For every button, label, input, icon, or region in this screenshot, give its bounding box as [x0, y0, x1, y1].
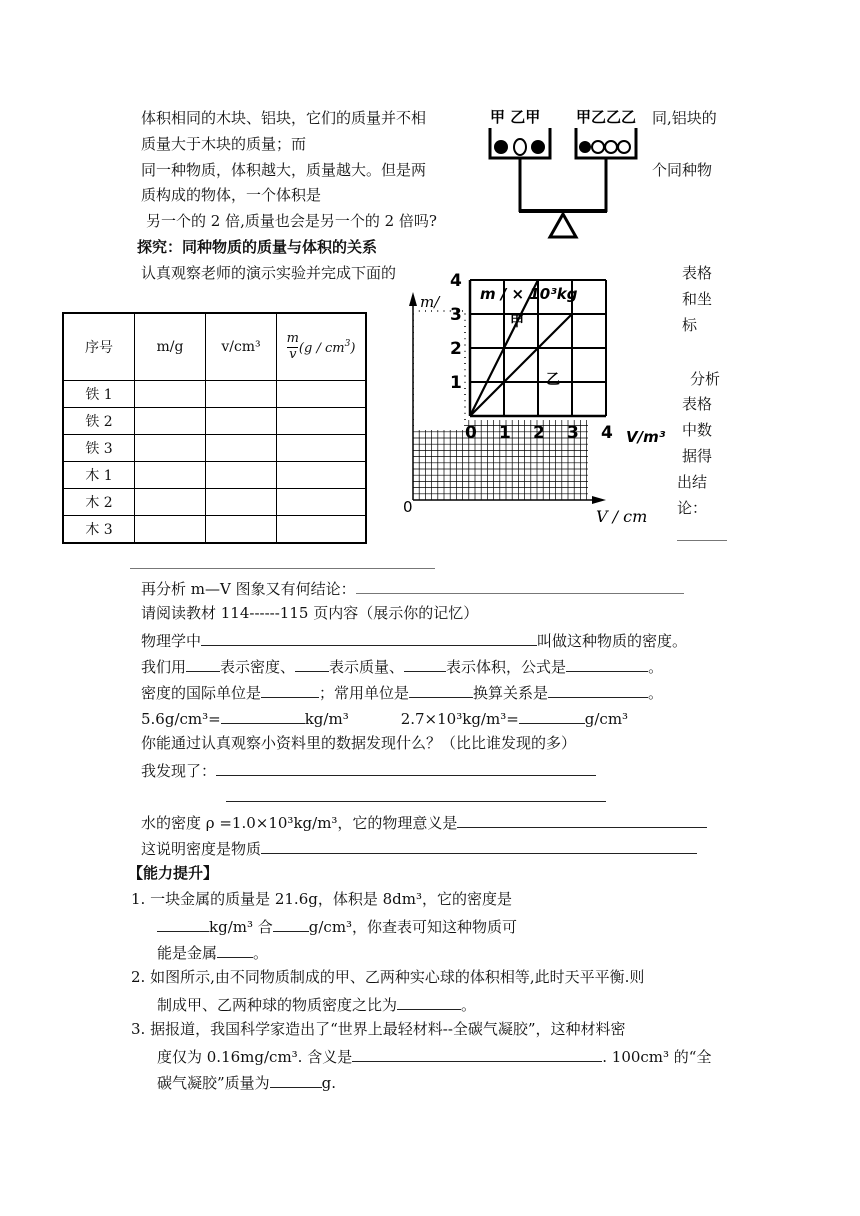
chart-y-label: m / × 10³kg	[480, 285, 578, 303]
table-note-line	[130, 568, 435, 569]
intro-line5: 另一个的 2 倍,质量也会是另一个的 2 倍吗?	[146, 212, 437, 230]
series-jia-label: 甲	[510, 314, 524, 330]
ball-yi-left	[514, 139, 526, 155]
y-tick-4: 4	[450, 271, 462, 291]
q2-line2: 制成甲、乙两种球的物质密度之比为 。	[157, 996, 477, 1014]
property-line: 这说明密度是物质	[141, 840, 697, 857]
intro-line1-a: 体积相同的木块、铝块，它们的质量并不相	[141, 109, 427, 127]
x-tick-3: 3	[567, 423, 579, 443]
data-table	[62, 312, 367, 544]
y-tick-1: 1	[450, 373, 462, 393]
row-label-2: 铁 3	[63, 435, 135, 462]
intro-line3-a: 同一种物质，体积越大，质量越大。但是两	[141, 161, 427, 179]
q3-line1: 3. 据报道，我国科学家造出了“世界上最轻材料--全碳气凝胶”，这种材料密	[131, 1020, 626, 1038]
x-tick-0: 0	[465, 423, 477, 443]
header-volume: v/cm³	[206, 313, 277, 381]
side-text-1: 和坐	[682, 290, 713, 308]
side-text-5: 中数	[682, 421, 713, 439]
intro-line1-b: 同,铝块的	[652, 109, 717, 127]
series-yi-label: 乙	[546, 372, 560, 388]
found-line: 我发现了：	[141, 762, 596, 779]
balance-figure	[488, 104, 648, 242]
row-label-0: 铁 1	[63, 381, 135, 408]
header-mass: m/g	[135, 313, 206, 381]
mv-conclusion-blank[interactable]	[356, 580, 684, 594]
mass-volume-chart	[418, 271, 680, 452]
water-line: 水的密度 ρ =1.0×10³kg/m³，它的物理意义是	[141, 814, 707, 831]
x-tick-2: 2	[533, 423, 545, 443]
density-def: 物理学中 叫做这种物质的密度。	[141, 632, 688, 650]
found-blank-2[interactable]	[226, 801, 606, 802]
balance-right-label: 甲乙乙乙	[576, 108, 637, 126]
ability-title: 【能力提升】	[128, 864, 219, 882]
unit-line: 密度的国际单位是 ；常用单位是 换算关系是 。	[141, 684, 664, 702]
intro-line4: 质构成的物体，一个体积是	[141, 186, 322, 204]
side-text-7: 出结	[677, 473, 708, 491]
header-ratio: m v $(g / cm^3)$	[277, 313, 367, 381]
x-tick-4: 4	[601, 423, 613, 443]
row-label-5: 木 3	[63, 516, 135, 544]
side-text-4: 表格	[682, 395, 713, 413]
read-book: 请阅读教材 114------115 页内容（展示你的记忆）	[141, 604, 479, 622]
big-y-label: m/	[420, 293, 440, 311]
ball-jia-left-2	[531, 140, 545, 154]
explore-title: 探究：同种物质的质量与体积的关系	[137, 238, 378, 256]
balance-left-label: 甲 乙甲	[490, 108, 541, 126]
side-text-6: 据得	[682, 447, 713, 465]
conversion-line: 5.6g/cm³= kg/m³ 2.7×10³kg/m³= g/cm³	[141, 710, 629, 728]
chart-x-label: V/m³	[626, 428, 666, 446]
instruction-text: 认真观察老师的演示实验并完成下面的	[141, 264, 397, 282]
header-seq: 序号	[63, 313, 135, 381]
big-x-label: V / cm	[596, 507, 648, 526]
side-text-0: 表格	[682, 264, 713, 282]
big-origin: 0	[403, 498, 413, 516]
symbols-line: 我们用 表示密度、 表示质量、 表示体积，公式是 。	[141, 658, 664, 676]
side-blank	[677, 540, 727, 541]
q3-line2: 度仅为 0.16mg/cm³. 含义是 . 100cm³ 的“全	[157, 1048, 712, 1066]
q1-line1: 1. 一块金属的质量是 21.6g，体积是 8dm³，它的密度是	[131, 890, 513, 908]
intro-line3-b: 个同种物	[652, 161, 713, 179]
side-text-2: 标	[682, 316, 698, 334]
y-tick-3: 3	[450, 305, 462, 325]
q1-line3: 能是金属 。	[157, 944, 269, 962]
mv-conclusion: 再分析 m—V 图象又有何结论：	[141, 580, 684, 597]
observe-line: 你能通过认真观察小资料里的数据发现什么？（比比谁发现的多）	[141, 734, 577, 752]
ball-jia-left	[494, 140, 508, 154]
y-tick-2: 2	[450, 339, 462, 359]
side-text-3: 分析	[690, 370, 721, 388]
x-tick-1: 1	[499, 423, 511, 443]
row-label-1: 铁 2	[63, 408, 135, 435]
row-label-3: 木 1	[63, 462, 135, 489]
side-text-8: 论：	[677, 499, 708, 517]
ball-jia-right	[579, 141, 591, 153]
q1-line2: kg/m³ 合 g/cm³，你查表可知这种物质可	[157, 918, 517, 935]
q2-line1: 2. 如图所示,由不同物质制成的甲、乙两种实心球的体积相等,此时天平平衡.则	[131, 968, 645, 986]
row-label-4: 木 2	[63, 489, 135, 516]
q3-line3: 碳气凝胶”质量为 g.	[157, 1074, 337, 1092]
intro-line2: 质量大于木块的质量；而	[141, 135, 307, 153]
